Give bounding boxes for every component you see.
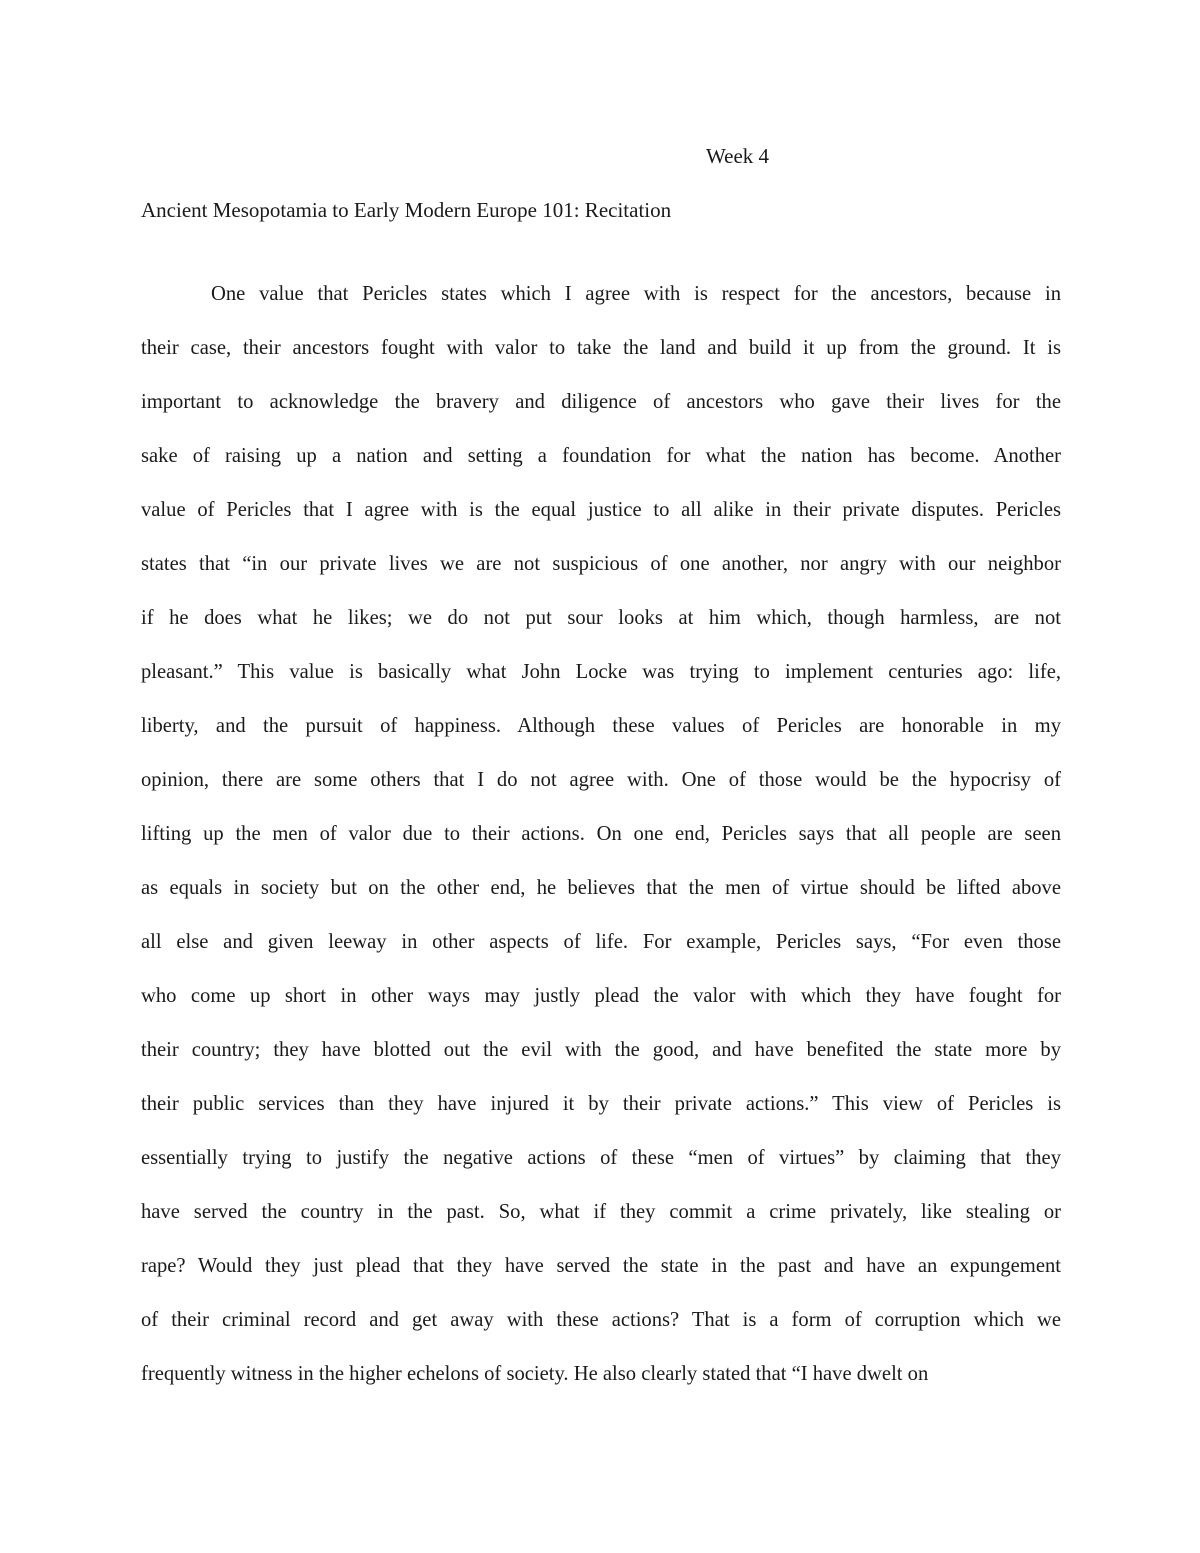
text-line: if he does what he likes; we do not put sour looks at him which, though harmless, are not [141, 607, 1061, 629]
text-line: all else and given leeway in other aspects of life. For example, Pericles says, “For even those [141, 931, 1061, 953]
text-line: frequently witness in the higher echelons of society. He also clearly stated that “I have dwelt on [141, 1363, 929, 1385]
essay-body [141, 280, 1061, 1414]
text-line: as equals in society but on the other end, he believes that the men of virtue should be lifted above [141, 877, 1061, 899]
text-line: value of Pericles that I agree with is the equal justice to all alike in their private disputes. Pericles [141, 499, 1061, 521]
header-week-label: Week 4 [706, 144, 770, 168]
course-title: Ancient Mesopotamia to Early Modern Europe 101: Recitation [141, 198, 672, 222]
text-line: important to acknowledge the bravery and diligence of ancestors who gave their lives for the [141, 391, 1061, 413]
text-line: rape? Would they just plead that they have served the state in the past and have an expungement [141, 1255, 1061, 1277]
text-line: their public services than they have injured it by their private actions.” This view of Pericles is [141, 1093, 1061, 1115]
text-line: lifting up the men of valor due to their actions. On one end, Pericles says that all people are seen [141, 823, 1061, 845]
text-line: pleasant.” This value is basically what John Locke was trying to implement centuries ago: life, [141, 661, 1061, 683]
text-line: states that “in our private lives we are not suspicious of one another, nor angry with our neighbor [141, 553, 1061, 575]
text-line: essentially trying to justify the negative actions of these “men of virtues” by claiming that they [141, 1147, 1061, 1169]
text-line: of their criminal record and get away with these actions? That is a form of corruption which we [141, 1309, 1061, 1331]
text-line: their country; they have blotted out the evil with the good, and have benefited the state more by [141, 1039, 1061, 1061]
text-line: opinion, there are some others that I do not agree with. One of those would be the hypocrisy of [141, 769, 1061, 791]
text-line: sake of raising up a nation and setting a foundation for what the nation has become. Another [141, 445, 1061, 467]
text-line: One value that Pericles states which I agree with is respect for the ancestors, because in [211, 283, 1061, 305]
text-line: who come up short in other ways may justly plead the valor with which they have fought for [141, 985, 1061, 1007]
text-line: have served the country in the past. So, what if they commit a crime privately, like stealing or [141, 1201, 1061, 1223]
text-line: liberty, and the pursuit of happiness. Although these values of Pericles are honorable in my [141, 715, 1061, 737]
text-line: their case, their ancestors fought with valor to take the land and build it up from the ground. It is [141, 337, 1061, 359]
